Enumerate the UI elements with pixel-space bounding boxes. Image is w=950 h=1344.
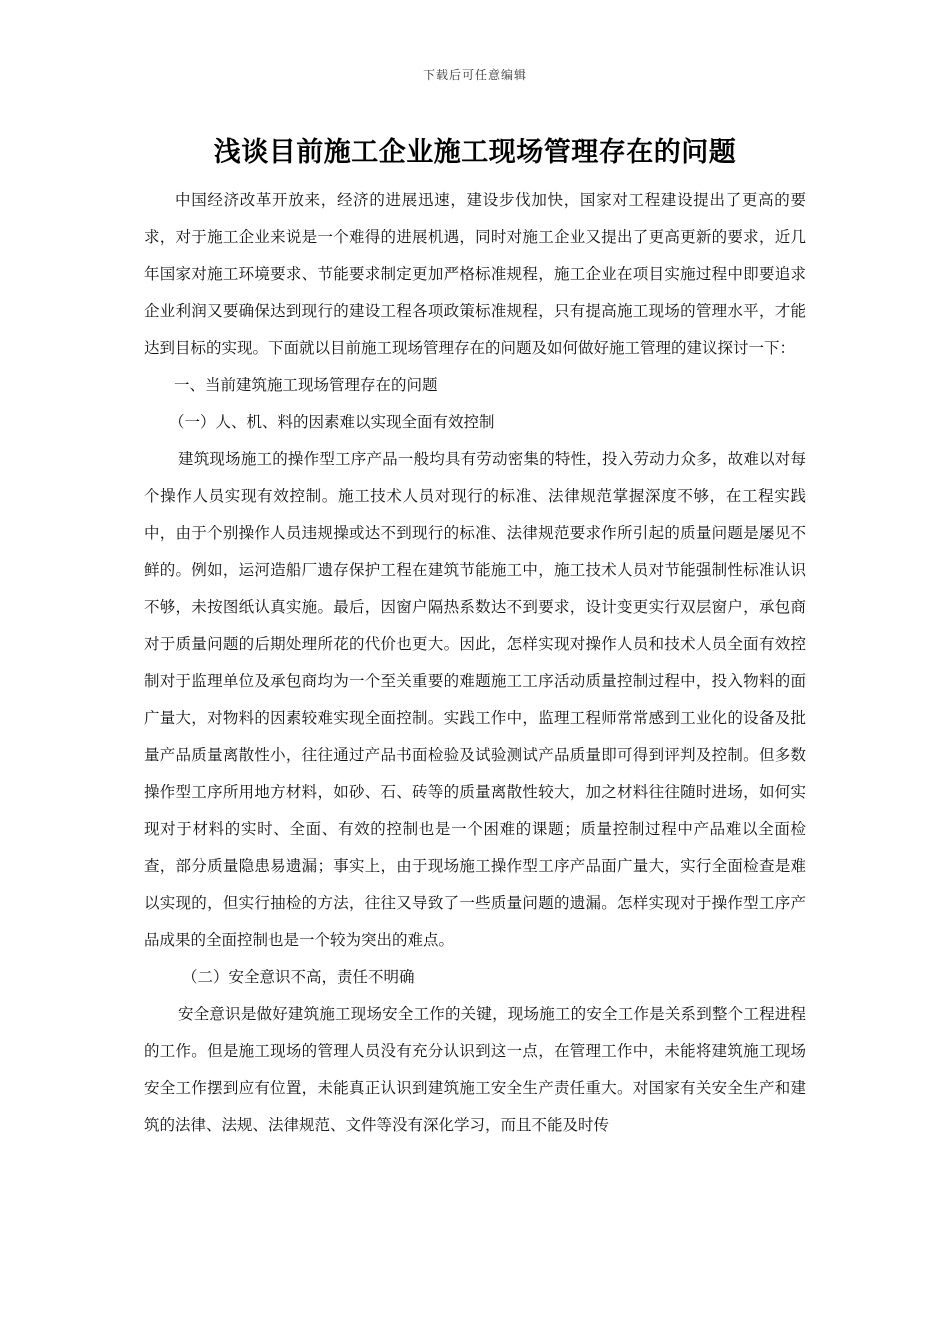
subsection-1-heading: （一）人、机、料的因素难以实现全面有效控制 xyxy=(169,413,495,431)
subsection-1-paragraph: 建筑现场施工的操作型工序产品一般均具有劳动密集的特性，投入劳动力众多，故难以对每个操作人员实现有效控制。施工技术人员对现行的标准、法律规范掌握深度不够，在工程实践中，由于个别操作人员违规操或达不到现行的标准、法律规范要求作所引起的质量问题是屡见不鲜的。例如，运河造船厂遗存保护工程在建筑节能施工中，施工技术人员对节能强制性标准认识不够，未按图纸认真实施。最后，因窗户隔热系数达不到要求，设计变更实行双层窗户，承包商对于质量问题的后期处理所花的代价也更大。因此，怎样实现对操作人员和技术人员全面有效控制对于监理单位及承包商均为一个至关重要的难题施工工序活动质量控制过程中，投入物料的面广量大，对物料的因素较难实现全面控制。实践工作中，监理工程师常常感到工业化的设备及批量产品质量离散性小，往往通过产品书面检验及试验测试产品质量即可得到评判及控制。但多数操作型工序所用地方材料，如砂、石、砖等的质量离散性较大，加之材料往往随时进场，如何实现对于材料的实时、全面、有效的控制也是一个困难的课题；质量控制过程中产品难以全面检查，部分质量隐患易遗漏；事实上，由于现场施工操作型工序产品面广量大，实行全面检查是难以实现的，但实行抽检的方法，往往又导致了一些质量问题的遗漏。怎样实现对于操作型工序产品成果的全面控制也是一个较为突出的难点。 xyxy=(144,450,806,949)
subsection-2-paragraph: 安全意识是做好建筑施工现场安全工作的关键，现场施工的安全工作是关系到整个工程进程的工作。但是施工现场的管理人员没有充分认识到这一点，在管理工作中，未能将建筑施工现场安全工作摆到应有位置，未能真正认识到建筑施工安全生产责任重大。对国家有关安全生产和建筑的法律、法规、法律规范、文件等没有深化学习，而且不能及时传 xyxy=(144,1005,806,1134)
subsection-2-heading: （二）安全意识不高，责任不明确 xyxy=(182,968,415,986)
intro-paragraph: 中国经济改革开放来，经济的进展迅速，建设步伐加快，国家对工程建设提出了更高的要求，对于施工企业来说是一个难得的进展机遇，同时对施工企业又提出了更高更新的要求，近几年国家对施工环境要求、节能要求制定更加严格标准规程，施工企业在项目实施过程中即要追求企业利润又要确保达到现行的建设工程各项政策标准规程，只有提高施工现场的管理水平，才能达到目标的实现。下面就以目前施工现场管理存在的问题及如何做好施工管理的建议探讨一下： xyxy=(144,191,806,357)
section-1-heading: 一、当前建筑施工现场管理存在的问题 xyxy=(174,376,438,394)
page-header-note: 下载后可任意编辑 xyxy=(422,68,527,82)
document-body xyxy=(144,182,806,1144)
document-title: 浅谈目前施工企业施工现场管理存在的问题 xyxy=(213,137,737,168)
